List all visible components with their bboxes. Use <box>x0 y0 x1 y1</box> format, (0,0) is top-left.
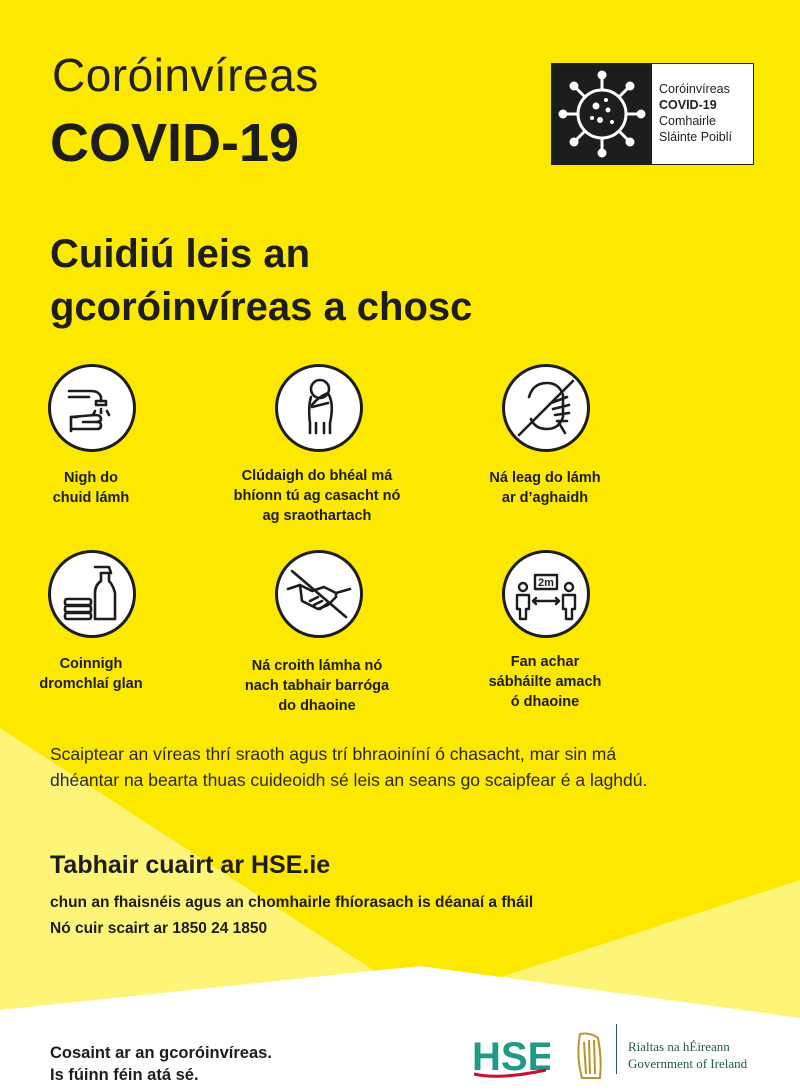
gov-divider <box>616 1024 617 1074</box>
hse-logo <box>470 1024 550 1084</box>
footer-line2: Is fúinn féin atá sé. <box>50 1066 199 1084</box>
government-of-ireland-logo <box>628 1038 747 1072</box>
no-face-touching-icon <box>502 364 590 452</box>
cough-into-elbow-icon <box>275 364 363 452</box>
tip-distance-caption: Fan achar sábháilte amach ó dhaoine <box>488 654 602 710</box>
tip-face-caption: Ná leag do lámh ar d’aghaidh <box>489 470 601 506</box>
headline-line1: Cuidiú leis an <box>50 232 311 276</box>
tip-cough-caption: Clúdaigh do bhéal má bhíonn tú ag casacht nó ag sraothartach <box>233 468 401 524</box>
gov-line-irish: Rialtas na hÉireann <box>628 1039 730 1054</box>
headline <box>50 228 472 334</box>
social-distance-icon <box>502 550 590 638</box>
virus-logo-box <box>552 64 652 164</box>
title-coroinvireas: Coróinvíreas <box>52 49 319 101</box>
no-handshake-icon <box>275 550 363 638</box>
tip-handshake-caption: Ná croith lámha nó nach tabhair barróga do dhaoine <box>244 658 390 714</box>
badge-text <box>659 81 732 145</box>
virus-icon <box>552 64 652 164</box>
cta-subtitle: chun an fhaisnéis agus an chomhairle fhíorasach is déanaí a fháil <box>50 894 534 911</box>
hse-logo-mark <box>470 1024 550 1084</box>
distance-label: 2m <box>538 577 554 589</box>
title-covid19: COVID-19 <box>50 113 300 173</box>
badge-line1: Coróinvíreas <box>659 82 730 96</box>
badge-line2: COVID-19 <box>659 98 717 112</box>
svg-text:HSE: HSE <box>472 1035 550 1079</box>
cta-title: Tabhair cuairt ar HSE.ie <box>50 851 331 879</box>
covid-advice-badge <box>551 63 754 165</box>
cleaning-spray-icon <box>48 550 136 638</box>
badge-line4: Sláinte Poiblí <box>659 130 732 144</box>
harp-icon <box>572 1028 608 1082</box>
info-paragraph: Scaiptear an víreas thrí sraoth agus trí bhraoiníní ó chasacht, mar sin má dhéantar na bearta thuas cuideoidh sé leis an seans go scaipfear é a laghdú. <box>50 744 648 790</box>
cta-phone: Nó cuir scairt ar 1850 24 1850 <box>50 920 268 937</box>
handwashing-icon <box>48 364 136 452</box>
footer-line1: Cosaint ar an gcoróinvíreas. <box>50 1044 272 1062</box>
tip-handwashing-caption: Nigh do chuid lámh <box>52 470 130 506</box>
badge-line3: Comhairle <box>659 114 716 128</box>
harp-emblem <box>572 1028 608 1082</box>
gov-line-english: Government of Ireland <box>628 1056 748 1071</box>
tip-clean-caption: Coinnigh dromchlaí glan <box>39 656 143 692</box>
headline-line2: gcoróinvíreas a chosc <box>50 285 473 329</box>
